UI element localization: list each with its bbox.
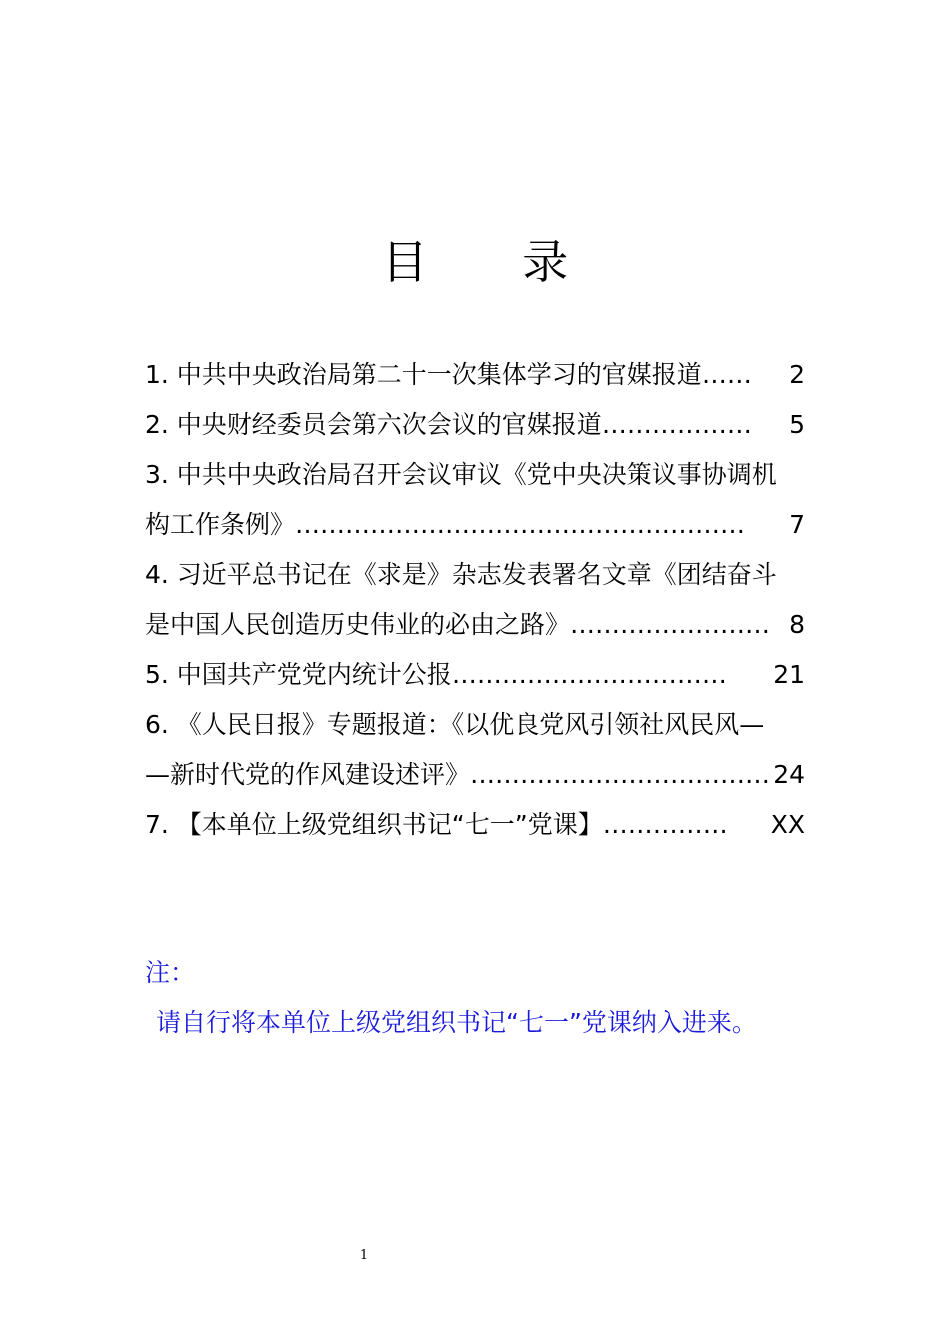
toc-entry-6-line-1[interactable]: 6. 《人民日报》专题报道：《以优良党风引领社风民风— <box>145 710 765 739</box>
toc-page-number: 21 <box>773 660 805 689</box>
toc-entry-2[interactable] <box>145 400 805 450</box>
toc-entry-title: —新时代党的作风建设述评》 <box>145 760 471 789</box>
toc-entry-title: 2. 中央财经委员会第六次会议的官媒报道 <box>145 410 602 439</box>
toc-entry-1[interactable] <box>145 350 805 400</box>
toc-entry-title: 构工作条例》 <box>145 510 296 539</box>
toc-page-number: 8 <box>789 610 805 639</box>
toc-entry-5[interactable] <box>145 650 805 700</box>
toc-dot-leader: ……………… <box>601 410 752 439</box>
page-number: 1 <box>359 1248 369 1263</box>
toc-entry-7[interactable] <box>145 800 805 850</box>
toc-entry-3-line-1[interactable]: 3. 中共中央政治局召开会议审议《党中央决策议事协调机 <box>145 460 777 489</box>
toc-page-number: 5 <box>789 410 805 439</box>
toc-dot-leader: …………………………… <box>451 660 727 689</box>
toc-dot-leader: ……………………………………………… <box>295 510 746 539</box>
toc-dot-leader: ……………………………… <box>470 760 771 789</box>
toc-page-number: 24 <box>773 760 805 789</box>
toc-page-number: 7 <box>789 510 805 539</box>
toc-entry-4-line-1[interactable]: 4. 习近平总书记在《求是》杂志发表署名文章《团结奋斗 <box>145 560 777 589</box>
toc-entry-4[interactable] <box>145 600 805 650</box>
toc-page-number: XX <box>770 810 805 839</box>
toc-dot-leader: …………………… <box>570 610 771 639</box>
note-text: 请自行将本单位上级党组织书记“七一”党课纳入进来。 <box>156 1008 757 1037</box>
toc-entry-title: 7. 【本单位上级党组织书记“七一”党课】 <box>145 810 603 839</box>
toc-entry-title: 5. 中国共产党党内统计公报 <box>145 660 452 689</box>
toc-entry-6[interactable] <box>145 750 805 800</box>
page-title: 目 录 <box>381 235 609 289</box>
toc-entry-3[interactable] <box>145 500 805 550</box>
toc-entry-title: 1. 中共中央政治局第二十一次集体学习的官媒报道 <box>145 360 702 389</box>
toc-entry-title: 是中国人民创造历史伟业的必由之路》 <box>145 610 571 639</box>
toc-dot-leader: …… <box>701 360 752 389</box>
note-label: 注： <box>145 958 196 987</box>
toc-page-number: 2 <box>789 360 805 389</box>
table-of-contents <box>145 350 805 850</box>
toc-dot-leader: …………… <box>602 810 728 839</box>
